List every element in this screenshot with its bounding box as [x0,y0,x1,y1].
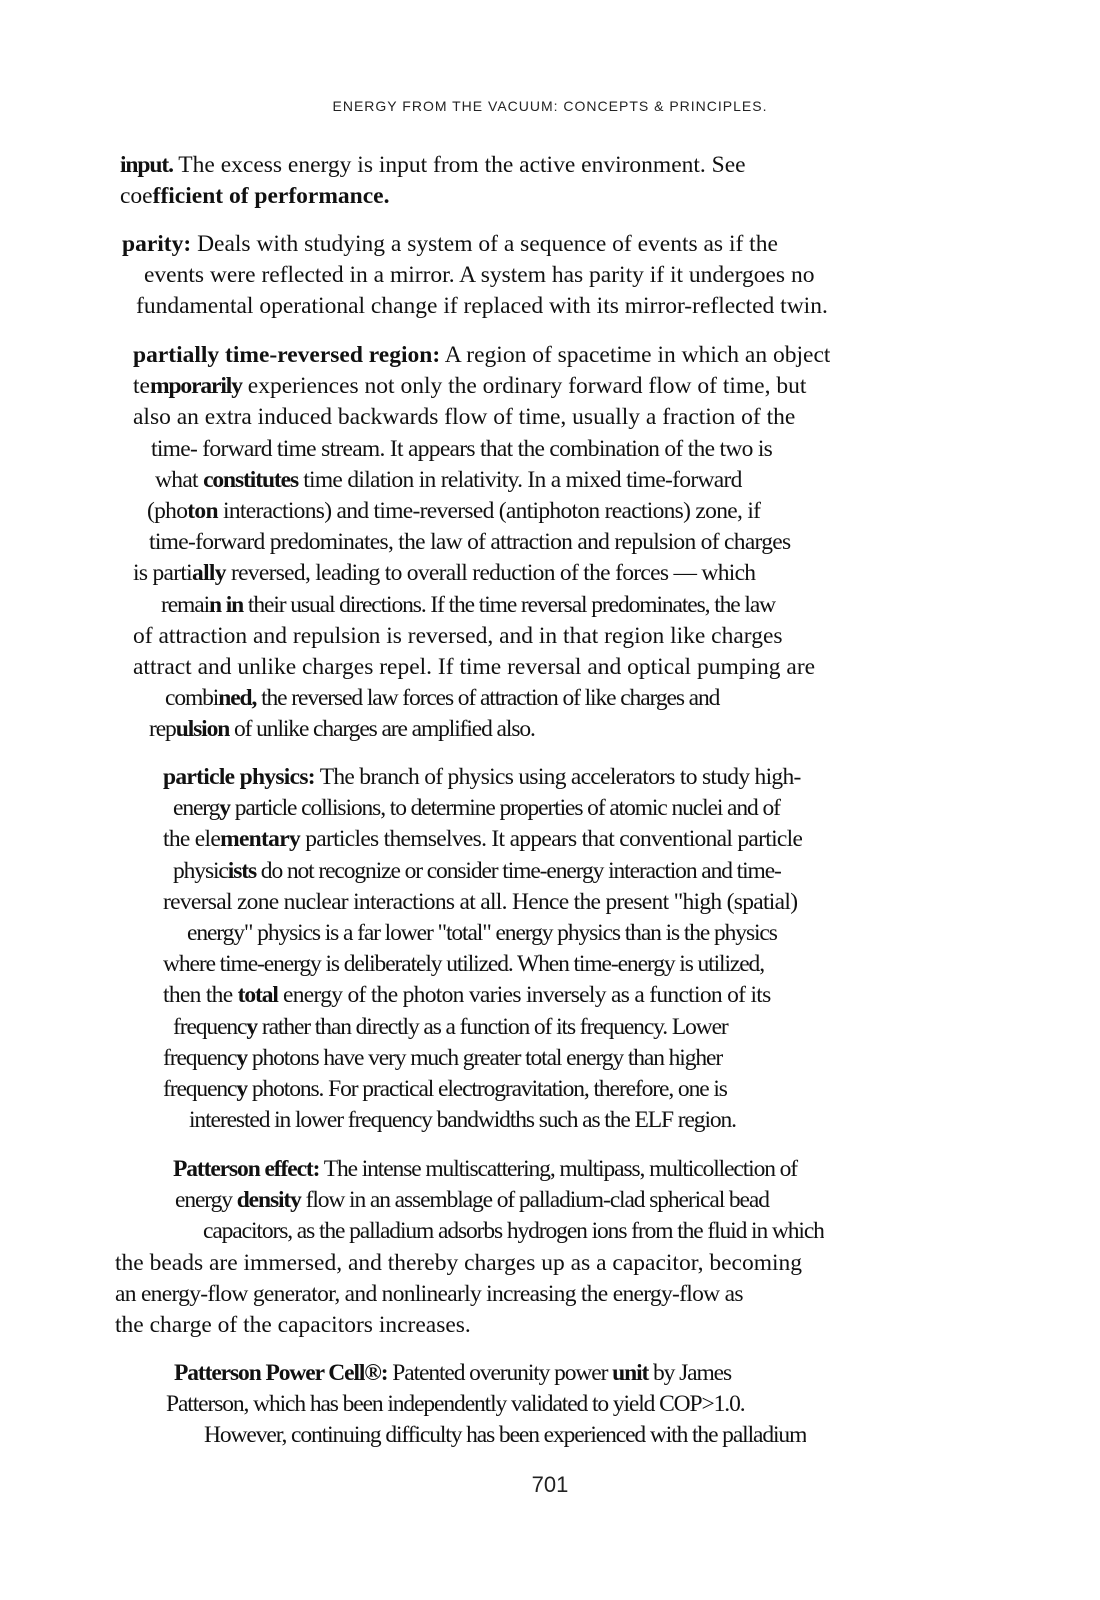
entry-line [133,621,830,652]
entry-text: of attraction and repulsion is reversed, and in that region like charges [133,622,783,649]
glossary-entry-partially-time-reversed-region [133,340,830,745]
entry-text: Patented overunity power [387,1360,613,1386]
entry-line [115,1310,824,1341]
entry-text: flow in an assemblage of palladium-clad spherical bead [300,1187,769,1214]
entry-text: reversed, leading to overall reduction of the forces — which [225,560,756,587]
entry-text: time dilation in relativity. In a mixed time-forward [298,466,742,493]
entry-line [163,1074,802,1105]
entry-line [122,291,828,322]
entry-text: capacitors, as the palladium adsorbs hydrogen ions from the fluid in which [203,1218,824,1245]
entry-line [120,150,746,181]
entry-text: energ [173,795,220,822]
glossary-entry-particle-physics [163,762,802,1136]
entry-text: the reversed law forces of attraction of like charges and [256,685,720,712]
glossary-entry-patterson-power-cell [166,1358,806,1452]
entry-bold-fragment: ulsion [175,716,230,743]
entry-text: (pho [147,497,188,524]
entry-text: Patterson, which has been independently validated to yield COP>1.0. [166,1391,745,1418]
entry-text: The intense multiscattering, multipass, multicollection of [319,1156,798,1182]
entry-line [163,1105,802,1136]
entry-text: However, continuing difficulty has been experienced with the palladium [204,1422,807,1449]
entry-line [163,918,802,949]
entry-line [163,1043,802,1074]
entry-bold-fragment: y [219,795,230,822]
entry-text: interested in lower frequency bandwidths such as the ELF region. [189,1107,736,1134]
entry-bold-fragment: ned, [218,685,257,712]
entry-line [133,496,830,527]
entry-text: what [155,466,204,493]
entry-text: energy [175,1187,237,1214]
entry-bold-fragment: unit [612,1360,649,1386]
entry-text: frequenc [163,1075,237,1102]
entry-text: photons. For practical electrogravitation, therefore, one is [247,1075,727,1102]
entry-term: Patterson effect: [173,1156,320,1182]
entry-line [115,1154,824,1185]
glossary-entry-parity [122,229,828,323]
entry-line [166,1389,806,1420]
entry-text: of unlike charges are amplified also. [229,716,535,743]
entry-text: te [133,373,150,400]
entry-text: Deals with studying a system of a sequence of events as if the [191,231,778,257]
entry-text: by James [648,1360,732,1386]
entry-text: photons have very much greater total energy than higher [247,1044,723,1071]
entry-text: particles themselves. It appears that conventional particle [300,826,803,853]
entry-bold-fragment: ists [227,857,257,884]
entry-text: the charge of the capacitors increases. [115,1311,471,1338]
entry-bold-fragment: mentary [220,826,301,853]
entry-line [166,1358,806,1389]
entry-term: particle physics: [163,764,315,790]
entry-text: do not recognize or consider time-energy interaction and time- [256,857,781,884]
entry-line [163,949,802,980]
entry-text: time- forward time stream. It appears that the combination of the two is [151,435,773,462]
entry-text: time-forward predominates, the law of attraction and repulsion of charges [149,529,791,556]
entry-line [122,260,828,291]
entry-line [122,229,828,260]
entry-text: the ele [163,826,221,853]
entry-text: physic [173,857,228,884]
entry-bold-fragment: y [236,1044,248,1071]
entry-text: rep [149,716,176,743]
entry-text: frequenc [173,1013,247,1040]
entry-text: is parti [133,560,193,587]
entry-line [163,824,802,855]
entry-text: then the [163,982,238,1009]
entry-line [133,402,830,433]
entry-text: coe [120,183,153,210]
entry-term: parity: [122,231,192,257]
entry-term: Patterson Power Cell®: [174,1360,388,1386]
entry-text: attract and unlike charges repel. If time reversal and optical pumping are [133,653,816,680]
entry-text: The branch of physics using accelerators to study high- [314,764,801,790]
entry-text: frequenc [163,1044,237,1071]
entry-term: partially time-reversed region: [133,342,441,368]
entry-line [133,465,830,496]
entry-bold-fragment: ton [187,497,218,524]
entry-line [133,590,830,621]
entry-line [133,714,830,745]
glossary-entry-input [120,150,746,212]
entry-line [163,762,802,793]
entry-bold-fragment: total [237,982,278,1009]
entry-bold-fragment: n in [209,591,244,618]
entry-line [115,1279,824,1310]
entry-line [115,1248,824,1279]
entry-line [133,340,830,371]
entry-text: interactions) and time-reversed (antiphoton reactions) zone, if [217,497,761,524]
entry-line [163,887,802,918]
entry-bold-fragment: constitutes [203,466,299,493]
glossary-entry-patterson-effect [115,1154,824,1341]
entry-bold-fragment: y [236,1075,248,1102]
entry-text: A region of spacetime in which an object [440,342,831,368]
entry-text: experiences not only the ordinary forward flow of time, but [241,373,807,400]
entry-line [120,181,746,212]
entry-line [163,980,802,1011]
entry-text: an energy-flow generator, and nonlinearly increasing the energy-flow as [115,1280,743,1307]
entry-text: events were reflected in a mirror. A system has parity if it undergoes no [144,262,815,289]
entry-bold-fragment: ally [192,560,226,587]
entry-line [133,683,830,714]
entry-line [133,527,830,558]
cross-reference: fficient of performance. [152,183,390,210]
entry-line [115,1185,824,1216]
entry-text: fundamental operational change if replaced with its mirror-reflected twin. [136,293,828,320]
entry-text: their usual directions. If the time reversal predominates, the law [243,591,776,618]
entry-line [166,1420,806,1451]
entry-text: remai [161,591,209,618]
entry-line [133,371,830,402]
entry-text: energy" physics is a far lower "total" energy physics than is the physics [187,919,777,946]
entry-text: where time-energy is deliberately utilized. When time-energy is utilized, [163,951,764,978]
entry-bold-fragment: mporarily [149,373,242,400]
entry-text: reversal zone nuclear interactions at all. Hence the present "high (spatial) [163,888,798,915]
entry-line [163,856,802,887]
entry-text: the beads are immersed, and thereby charges up as a capacitor, becoming [115,1249,803,1276]
entry-line [115,1216,824,1247]
entry-line [133,558,830,589]
entry-text: rather than directly as a function of its frequency. Lower [257,1013,728,1040]
entry-line [163,1012,802,1043]
entry-bold-fragment: y [246,1013,258,1040]
entry-line [163,793,802,824]
entry-text: particle collisions, to determine properties of atomic nuclei and of [229,795,780,822]
entry-bold-fragment: density [236,1187,301,1214]
page-number: 701 [531,1472,569,1497]
entry-line [133,434,830,465]
entry-text: energy of the photon varies inversely as a function of its [277,982,771,1009]
entry-term: input. [120,152,173,178]
entry-text: The excess energy is input from the active environment. See [172,152,746,178]
running-header: ENERGY FROM THE VACUUM: CONCEPTS & PRINCIPLES. [332,98,768,114]
entry-text: combi [165,685,219,712]
entry-text: also an extra induced backwards flow of time, usually a fraction of the [133,404,796,431]
entry-line [133,652,830,683]
